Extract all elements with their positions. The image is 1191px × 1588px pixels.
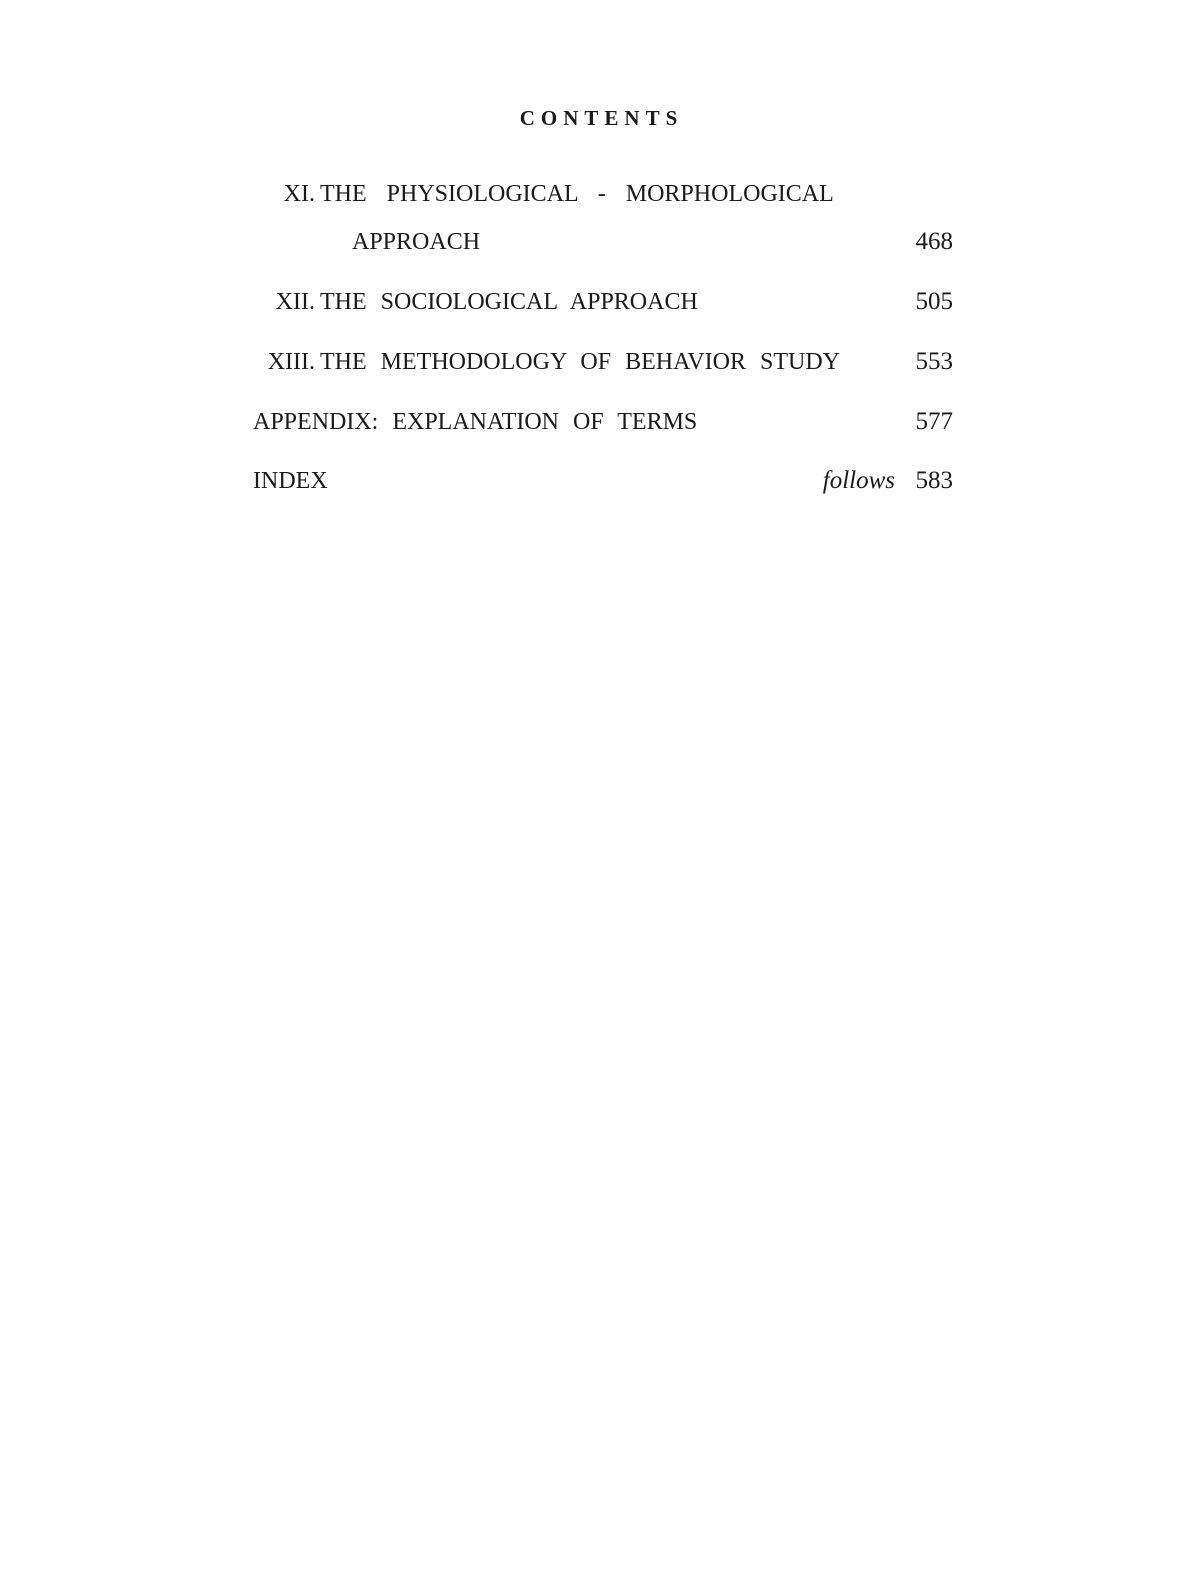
page-heading: CONTENTS bbox=[519, 106, 684, 130]
chapter-number: XIII. bbox=[267, 349, 315, 375]
chapter-number: XI. bbox=[283, 181, 315, 207]
toc-entry-xi[interactable] bbox=[253, 177, 953, 211]
page-number: 553 bbox=[915, 348, 953, 375]
toc-entry-appendix[interactable] bbox=[253, 405, 953, 439]
follows-label: follows bbox=[822, 467, 895, 494]
chapter-title: THE PHYSIOLOGICAL - MORPHOLOGICAL bbox=[320, 181, 834, 207]
toc-entry-xii[interactable] bbox=[253, 285, 953, 319]
toc-entry-index[interactable] bbox=[253, 464, 953, 498]
chapter-title-continued: APPROACH bbox=[352, 229, 481, 255]
toc-entry-xi-continued[interactable] bbox=[253, 225, 953, 259]
page-number: 583 bbox=[915, 467, 953, 494]
chapter-number: XII. bbox=[275, 289, 315, 315]
toc-entry-xiii[interactable] bbox=[253, 345, 953, 379]
page-number: 468 bbox=[915, 228, 953, 255]
chapter-title: THE SOCIOLOGICAL APPROACH bbox=[320, 289, 698, 315]
chapter-title: THE METHODOLOGY OF BEHAVIOR STUDY bbox=[320, 349, 840, 375]
appendix-title: APPENDIX: EXPLANATION OF TERMS bbox=[253, 409, 698, 435]
page-number: 577 bbox=[915, 408, 953, 435]
index-title: INDEX bbox=[253, 468, 328, 494]
page-number: 505 bbox=[915, 288, 953, 315]
table-of-contents bbox=[253, 0, 953, 600]
